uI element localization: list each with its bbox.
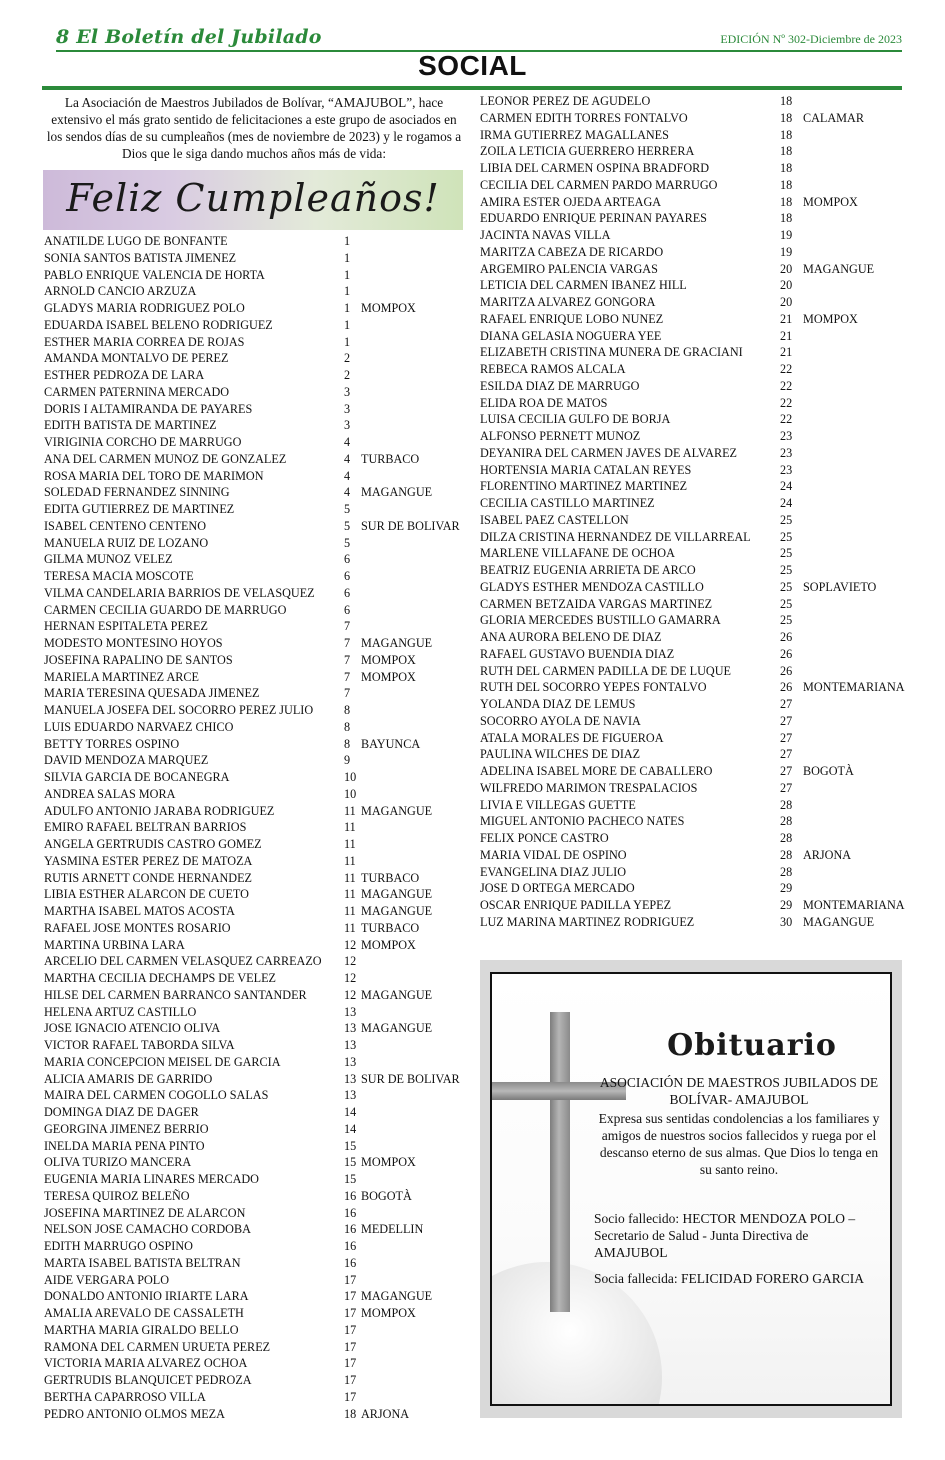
member-name: JOSE IGNACIO ATENCIO OLIVA (44, 1021, 221, 1036)
banner-text: Feliz Cumpleaños! (66, 176, 440, 220)
member-name: GLORIA MERCEDES BUSTILLO GAMARRA (480, 613, 721, 628)
member-name: GILMA MUNOZ VELEZ (44, 552, 173, 567)
member-name: ESTHER MARIA CORREA DE ROJAS (44, 334, 245, 349)
cross-icon (550, 1012, 570, 1312)
member-name: EDITH BATISTA DE MARTINEZ (44, 418, 217, 433)
birthday-day: 15 (344, 1155, 357, 1170)
birthday-day: 7 (344, 619, 351, 634)
member-name: IRMA GUTIERREZ MAGALLANES (480, 127, 669, 142)
birthday-day: 5 (344, 518, 351, 533)
member-name: HERNAN ESPITALETA PEREZ (44, 619, 208, 634)
birthday-day: 25 (780, 529, 793, 544)
birthday-day: 2 (344, 368, 351, 382)
birthday-day: 16 (344, 1239, 357, 1253)
birthday-day: 13 (344, 1071, 357, 1086)
member-name: ATALA MORALES DE FIGUEROA (480, 730, 664, 745)
member-name: VICTORIA MARIA ALVAREZ OCHOA (44, 1356, 248, 1371)
birthday-day: 16 (344, 1255, 357, 1270)
birthday-day: 6 (344, 585, 351, 600)
member-name: EUGENIA MARIA LINARES MERCADO (44, 1172, 259, 1186)
birthday-day: 8 (344, 703, 351, 717)
birthday-day: 13 (344, 1038, 357, 1052)
member-name: SOLEDAD FERNANDEZ SINNING (44, 485, 230, 500)
member-name: TERESA QUIROZ BELEÑO (44, 1188, 190, 1203)
obituary-message: Expresa sus sentidas condolencias a los familiares y amigos de nuestros socios fallecidos y ruega por el descanso eterno de sus almas. Que Dios lo tenga en su santo reino. (598, 1111, 880, 1177)
birthday-day: 12 (344, 987, 357, 1002)
member-name: ANA AURORA BELENO DE DIAZ (480, 630, 662, 644)
page-header (56, 26, 902, 50)
birthday-day: 17 (344, 1373, 357, 1387)
member-name: RAMONA DEL CARMEN URUETA PEREZ (44, 1339, 271, 1354)
birthday-day: 1 (344, 234, 351, 248)
birthday-day: 18 (780, 144, 793, 159)
birthday-day: 4 (344, 468, 351, 483)
member-name: ANATILDE LUGO DE BONFANTE (44, 234, 228, 248)
birthday-day: 27 (780, 747, 793, 762)
member-city: MONTEMARIANA (803, 898, 905, 912)
member-city: MAGANGUE (361, 485, 433, 500)
member-city: SUR DE BOLIVAR (361, 1071, 460, 1086)
member-name: EMIRO RAFAEL BELTRAN BARRIOS (44, 820, 247, 835)
birthday-day: 19 (780, 228, 793, 242)
member-name: RUTH DEL CARMEN PADILLA DE DE LUQUE (480, 663, 731, 678)
member-name: ELIZABETH CRISTINA MUNERA DE GRACIANI (480, 345, 743, 360)
birthday-day: 7 (344, 652, 351, 667)
member-name: MARIA CONCEPCION MEISEL DE GARCIA (44, 1054, 281, 1069)
birthday-day: 5 (344, 502, 351, 516)
birthday-day: 11 (344, 853, 356, 868)
member-name: LUIS EDUARDO NARVAEZ CHICO (44, 719, 234, 734)
birthday-day: 13 (344, 1021, 357, 1036)
member-name: ANDREA SALAS MORA (44, 786, 176, 801)
birthday-day: 29 (780, 898, 793, 912)
member-name: HORTENSIA MARIA CATALAN REYES (480, 462, 692, 477)
member-name: OSCAR ENRIQUE PADILLA YEPEZ (480, 898, 672, 912)
birthday-day: 7 (344, 686, 351, 701)
member-name: MARTA ISABEL BATISTA BELTRAN (44, 1255, 241, 1270)
birthday-day: 8 (344, 719, 351, 734)
birthday-day: 17 (344, 1322, 357, 1337)
birthday-day: 18 (780, 177, 793, 192)
birthday-day: 30 (780, 914, 793, 929)
member-name: MARTHA CECILIA DECHAMPS DE VELEZ (44, 971, 276, 985)
member-name: NELSON JOSE CAMACHO CORDOBA (44, 1222, 251, 1237)
member-name: LIBIA DEL CARMEN OSPINA BRADFORD (480, 161, 710, 175)
birthday-day: 27 (780, 713, 793, 728)
birthday-day: 5 (344, 535, 351, 550)
obituary-deceased-2: Socia fallecida: FELICIDAD FORERO GARCIA (594, 1271, 864, 1286)
birthday-day: 1 (344, 317, 351, 332)
member-name: AMANDA MONTALVO DE PEREZ (44, 351, 229, 366)
intro-paragraph: La Asociación de Maestros Jubilados de Bolívar, “AMAJUBOL”, hace extensivo el más grato sentido de felicitaciones a este grupo de asociados en los sendos días de su cumpleaños (mes de noviembre de 2023) y le rogamos a Dios que le siga dando muchos años más de vida: (46, 95, 462, 161)
member-name: HELENA ARTUZ CASTILLO (44, 1004, 197, 1019)
member-city: MOMPOX (361, 937, 416, 952)
birthday-day: 26 (780, 646, 793, 661)
member-name: DIANA GELASIA NOGUERA YEE (480, 328, 662, 343)
member-name: DEYANIRA DEL CARMEN JAVES DE ALVAREZ (480, 445, 737, 460)
member-name: ADELINA ISABEL MORE DE CABALLERO (480, 764, 713, 778)
member-city: MAGANGUE (361, 803, 433, 818)
birthday-day: 25 (780, 579, 793, 594)
birthday-day: 10 (344, 786, 357, 801)
birthday-day: 13 (344, 1054, 357, 1069)
birthday-day: 21 (780, 311, 793, 326)
member-name: SONIA SANTOS BATISTA JIMENEZ (44, 250, 237, 265)
birthday-day: 27 (780, 697, 793, 711)
member-city: MAGANGUE (803, 261, 875, 276)
birthday-day: 9 (344, 753, 351, 768)
member-name: ALFONSO PERNETT MUNOZ (480, 429, 641, 443)
member-name: ROSA MARIA DEL TORO DE MARIMON (44, 468, 264, 483)
member-name: MARTINA URBINA LARA (44, 937, 185, 952)
birthday-day: 23 (780, 462, 793, 477)
birthday-day: 4 (344, 485, 351, 500)
member-city: BOGOTÀ (803, 764, 854, 778)
member-name: AMALIA AREVALO DE CASSALETH (44, 1306, 244, 1320)
member-city: MONTEMARIANA (803, 680, 905, 695)
birthday-day: 11 (344, 887, 356, 902)
member-name: REBECA RAMOS ALCALA (480, 362, 626, 376)
publication-brand: 8 El Boletín del Jubilado (56, 26, 322, 48)
birthday-day: 22 (780, 378, 793, 393)
member-name: JOSE D ORTEGA MERCADO (480, 881, 635, 896)
birthday-day: 27 (780, 730, 793, 745)
member-city: TURBACO (361, 451, 420, 466)
birthday-day: 16 (344, 1188, 357, 1203)
member-city: MEDELLIN (361, 1222, 424, 1237)
birthday-day: 18 (780, 110, 793, 125)
section-rule (42, 86, 902, 90)
member-name: PEDRO ANTONIO OLMOS MEZA (44, 1406, 225, 1421)
member-name: CECILIA DEL CARMEN PARDO MARRUGO (480, 177, 718, 192)
birthday-day: 14 (344, 1121, 357, 1136)
birthday-day: 26 (780, 680, 793, 695)
birthday-day: 15 (344, 1138, 357, 1153)
member-city: MAGANGUE (361, 987, 433, 1002)
birthday-day: 20 (780, 261, 793, 276)
birthday-day: 8 (344, 736, 351, 751)
birthday-day: 21 (780, 328, 793, 343)
member-name: MANUELA JOSEFA DEL SOCORRO PEREZ JULIO (44, 703, 314, 717)
member-name: EDITH MARRUGO OSPINO (44, 1239, 193, 1253)
birthday-day: 3 (344, 401, 351, 416)
birthday-day: 1 (344, 250, 351, 265)
birthday-day: 26 (780, 630, 793, 644)
member-name: MARTHA ISABEL MATOS ACOSTA (44, 904, 235, 918)
birthday-day: 11 (344, 920, 356, 935)
birthday-day: 11 (344, 904, 356, 918)
birthday-day: 2 (344, 351, 351, 366)
member-city: MAGANGUE (361, 887, 433, 902)
birthday-day: 25 (780, 613, 793, 628)
member-city: CALAMAR (803, 110, 864, 125)
member-name: LEONOR PEREZ DE AGUDELO (480, 94, 651, 108)
birthday-day: 11 (344, 870, 356, 885)
member-name: EDITA GUTIERREZ DE MARTINEZ (44, 502, 235, 516)
member-name: SOCORRO AYOLA DE NAVIA (480, 713, 641, 728)
member-name: CARMEN EDITH TORRES FONTALVO (480, 110, 688, 125)
member-name: CARMEN BETZAIDA VARGAS MARTINEZ (480, 596, 713, 611)
member-name: MARITZA ALVAREZ GONGORA (480, 295, 656, 309)
member-name: GERTRUDIS BLANQUICET PEDROZA (44, 1373, 252, 1387)
birthday-day: 7 (344, 669, 351, 684)
birthday-day: 13 (344, 1004, 357, 1019)
obituary-org: ASOCIACIÓN DE MAESTROS JUBILADOS DE BOLÍVAR- AMAJUBOL (599, 1075, 879, 1107)
member-name: ESTHER PEDROZA DE LARA (44, 368, 205, 382)
birthday-day: 14 (344, 1105, 357, 1119)
member-city: SUR DE BOLIVAR (361, 518, 460, 533)
birthday-day: 17 (344, 1356, 357, 1371)
member-name: DORIS I ALTAMIRANDA DE PAYARES (44, 401, 253, 416)
member-name: MARLENE VILLAFANE DE OCHOA (480, 546, 675, 561)
birthday-day: 17 (344, 1339, 357, 1354)
member-name: MODESTO MONTESINO HOYOS (44, 636, 223, 650)
birthday-day: 23 (780, 445, 793, 460)
member-name: YOLANDA DIAZ DE LEMUS (480, 697, 636, 711)
birthday-day: 25 (780, 563, 793, 577)
birthday-day: 11 (344, 803, 356, 818)
member-name: ELIDA ROA DE MATOS (480, 395, 608, 410)
birthday-day: 28 (780, 797, 793, 812)
birthday-day: 28 (780, 831, 793, 845)
birthday-day: 10 (344, 770, 357, 784)
birthday-day: 17 (344, 1306, 357, 1320)
birthday-day: 28 (780, 847, 793, 862)
member-name: MARTHA MARIA GIRALDO BELLO (44, 1322, 239, 1337)
birthday-day: 17 (344, 1289, 357, 1304)
birthday-day: 27 (780, 780, 793, 795)
birthday-day: 11 (344, 837, 356, 851)
member-name: YASMINA ESTER PEREZ DE MATOZA (44, 853, 253, 868)
birthday-day: 27 (780, 764, 793, 778)
birthday-day: 22 (780, 412, 793, 427)
member-name: VIRIGINIA CORCHO DE MARRUGO (44, 435, 242, 449)
birthday-day: 22 (780, 395, 793, 410)
member-name: TERESA MACIA MOSCOTE (44, 569, 194, 583)
birthday-day: 4 (344, 451, 351, 466)
member-name: DOMINGA DIAZ DE DAGER (44, 1105, 199, 1119)
member-name: RUTH DEL SOCORRO YEPES FONTALVO (480, 680, 707, 695)
member-name: OLIVA TURIZO MANCERA (44, 1155, 192, 1170)
member-name: AMIRA ESTER OJEDA ARTEAGA (480, 194, 662, 209)
member-city: MAGANGUE (361, 1289, 433, 1304)
member-city: MOMPOX (361, 669, 416, 684)
member-city: MOMPOX (803, 194, 858, 209)
birthday-day: 13 (344, 1088, 357, 1103)
member-name: FLORENTINO MARTINEZ MARTINEZ (480, 479, 688, 494)
member-city: TURBACO (361, 920, 420, 935)
member-city: MOMPOX (361, 1306, 416, 1320)
member-name: RAFAEL JOSE MONTES ROSARIO (44, 920, 231, 935)
member-name: RAFAEL ENRIQUE LOBO NUNEZ (480, 311, 664, 326)
member-name: GLADYS MARIA RODRIGUEZ POLO (44, 301, 245, 315)
birthday-day: 26 (780, 663, 793, 678)
birthday-day: 18 (780, 211, 793, 226)
birthday-day: 22 (780, 362, 793, 376)
member-name: ISABEL PAEZ CASTELLON (480, 512, 629, 527)
member-name: DILZA CRISTINA HERNANDEZ DE VILLARREAL (480, 529, 751, 544)
birthday-day: 18 (344, 1406, 357, 1421)
member-city: SOPLAVIETO (803, 579, 877, 594)
member-name: EDUARDO ENRIQUE PERINAN PAYARES (480, 211, 707, 226)
member-name: ISABEL CENTENO CENTENO (44, 518, 207, 533)
birthday-day: 23 (780, 429, 793, 443)
birthday-day: 18 (780, 161, 793, 175)
obituary-frame (490, 972, 892, 1406)
member-city: BOGOTÀ (361, 1188, 412, 1203)
birthday-day: 6 (344, 602, 351, 617)
birthday-day: 12 (344, 971, 357, 985)
member-name: MIGUEL ANTONIO PACHECO NATES (480, 814, 685, 829)
birthday-day: 19 (780, 244, 793, 259)
member-name: BEATRIZ EUGENIA ARRIETA DE ARCO (480, 563, 696, 577)
member-name: EDUARDA ISABEL BELENO RODRIGUEZ (44, 317, 273, 332)
member-name: PAULINA WILCHES DE DIAZ (480, 747, 641, 762)
birthday-day: 15 (344, 1172, 357, 1186)
birthday-day: 1 (344, 284, 351, 299)
member-name: CARMEN PATERNINA MERCADO (44, 384, 230, 399)
member-name: ARCELIO DEL CARMEN VELASQUEZ CARREAZO (44, 954, 322, 969)
birthday-day: 18 (780, 94, 793, 108)
member-name: AIDE VERGARA POLO (44, 1272, 170, 1287)
member-name: ANGELA GERTRUDIS CASTRO GOMEZ (44, 837, 262, 851)
birthday-day: 16 (344, 1205, 357, 1220)
member-name: ARGEMIRO PALENCIA VARGAS (480, 261, 658, 276)
birthday-day: 12 (344, 937, 357, 952)
member-name: DONALDO ANTONIO IRIARTE LARA (44, 1289, 249, 1304)
member-city: MAGANGUE (361, 1021, 433, 1036)
member-city: MOMPOX (361, 1155, 416, 1170)
birthday-day: 20 (780, 278, 793, 293)
member-name: ZOILA LETICIA GUERRERO HERRERA (480, 144, 695, 159)
member-name: CARMEN CECILIA GUARDO DE MARRUGO (44, 602, 287, 617)
birthday-day: 6 (344, 552, 351, 567)
member-name: MARIELA MARTINEZ ARCE (44, 669, 199, 684)
member-city: MAGANGUE (803, 914, 875, 929)
member-name: BETTY TORRES OSPINO (44, 736, 180, 751)
birthday-day: 12 (344, 954, 357, 969)
member-name: JOSEFINA RAPALINO DE SANTOS (44, 652, 233, 667)
member-name: INELDA MARIA PENA PINTO (44, 1138, 205, 1153)
member-city: MAGANGUE (361, 904, 433, 918)
birthday-day: 1 (344, 334, 351, 349)
birthday-day: 25 (780, 596, 793, 611)
birthday-day: 3 (344, 418, 351, 433)
member-city: MOMPOX (361, 652, 416, 667)
member-name: GLADYS ESTHER MENDOZA CASTILLO (480, 579, 704, 594)
birthday-day: 1 (344, 267, 351, 282)
member-name: CECILIA CASTILLO MARTINEZ (480, 496, 655, 510)
birthday-day: 20 (780, 295, 793, 309)
birthday-day: 21 (780, 345, 793, 360)
member-name: VILMA CANDELARIA BARRIOS DE VELASQUEZ (44, 585, 315, 600)
member-city: ARJONA (803, 847, 852, 862)
member-name: EVANGELINA DIAZ JULIO (480, 864, 627, 879)
obituary-title: Obituario (667, 1028, 837, 1063)
birthday-day: 3 (344, 384, 351, 399)
obituary-deceased-1: Socio fallecido: HECTOR MENDOZA POLO – Secretario de Salud - Junta Directiva de AMAJUBOL (594, 1211, 856, 1260)
birthday-day: 6 (344, 569, 351, 583)
obituary-box (480, 960, 902, 1418)
birthday-day: 25 (780, 546, 793, 561)
member-name: SILVIA GARCIA DE BOCANEGRA (44, 770, 230, 784)
birthday-day: 7 (344, 636, 351, 650)
section-title: SOCIAL (418, 50, 527, 81)
member-name: JACINTA NAVAS VILLA (480, 228, 611, 242)
member-name: ESILDA DIAZ DE MARRUGO (480, 378, 640, 393)
member-name: LETICIA DEL CARMEN IBANEZ HILL (480, 278, 687, 293)
member-name: DAVID MENDOZA MARQUEZ (44, 753, 209, 768)
member-name: ALICIA AMARIS DE GARRIDO (44, 1071, 213, 1086)
birthday-day: 29 (780, 881, 793, 896)
birthday-day: 24 (780, 496, 793, 510)
member-name: PABLO ENRIQUE VALENCIA DE HORTA (44, 267, 265, 282)
member-name: MAIRA DEL CARMEN COGOLLO SALAS (44, 1088, 269, 1103)
member-city: MOMPOX (803, 311, 858, 326)
edition-label: EDICIÓN Nº 302-Diciembre de 2023 (720, 32, 902, 46)
birthday-day: 4 (344, 435, 351, 449)
birthday-day: 1 (344, 301, 351, 315)
birthday-day: 17 (344, 1272, 357, 1287)
member-name: LUZ MARINA MARTINEZ RODRIGUEZ (480, 914, 695, 929)
birthday-day: 18 (780, 194, 793, 209)
member-name: ANA DEL CARMEN MUNOZ DE GONZALEZ (44, 451, 287, 466)
member-name: RUTIS ARNETT CONDE HERNANDEZ (44, 870, 252, 885)
member-name: FELIX PONCE CASTRO (480, 831, 609, 845)
member-city: ARJONA (361, 1406, 410, 1421)
birthday-day: 11 (344, 820, 356, 835)
member-name: LUISA CECILIA GULFO DE BORJA (480, 412, 671, 427)
member-city: MAGANGUE (361, 636, 433, 650)
member-city: MOMPOX (361, 301, 416, 315)
member-name: ADULFO ANTONIO JARABA RODRIGUEZ (44, 803, 275, 818)
member-name: MARIA TERESINA QUESADA JIMENEZ (44, 686, 260, 701)
member-name: RAFAEL GUSTAVO BUENDIA DIAZ (480, 646, 675, 661)
birthday-day: 17 (344, 1389, 357, 1404)
member-name: GEORGINA JIMENEZ BERRIO (44, 1121, 209, 1136)
member-name: MANUELA RUIZ DE LOZANO (44, 535, 209, 550)
birthday-day: 16 (344, 1222, 357, 1237)
birthday-day: 24 (780, 479, 793, 494)
member-name: JOSEFINA MARTINEZ DE ALARCON (44, 1205, 246, 1220)
member-name: BERTHA CAPARROSO VILLA (44, 1389, 206, 1404)
member-name: LIVIA E VILLEGAS GUETTE (480, 797, 636, 812)
member-name: VICTOR RAFAEL TABORDA SILVA (44, 1038, 235, 1052)
member-name: LIBIA ESTHER ALARCON DE CUETO (44, 887, 249, 902)
member-name: MARITZA CABEZA DE RICARDO (480, 244, 664, 259)
member-city: BAYUNCA (361, 736, 421, 751)
member-name: ARNOLD CANCIO ARZUZA (44, 284, 197, 299)
member-name: MARIA VIDAL DE OSPINO (480, 847, 627, 862)
member-city: TURBACO (361, 870, 420, 885)
birthday-day: 28 (780, 864, 793, 879)
birthday-day: 28 (780, 814, 793, 829)
birthday-day: 18 (780, 127, 793, 142)
birthday-day: 25 (780, 512, 793, 527)
member-name: WILFREDO MARIMON TRESPALACIOS (480, 780, 698, 795)
birthday-banner (43, 170, 463, 230)
member-name: HILSE DEL CARMEN BARRANCO SANTANDER (44, 987, 307, 1002)
